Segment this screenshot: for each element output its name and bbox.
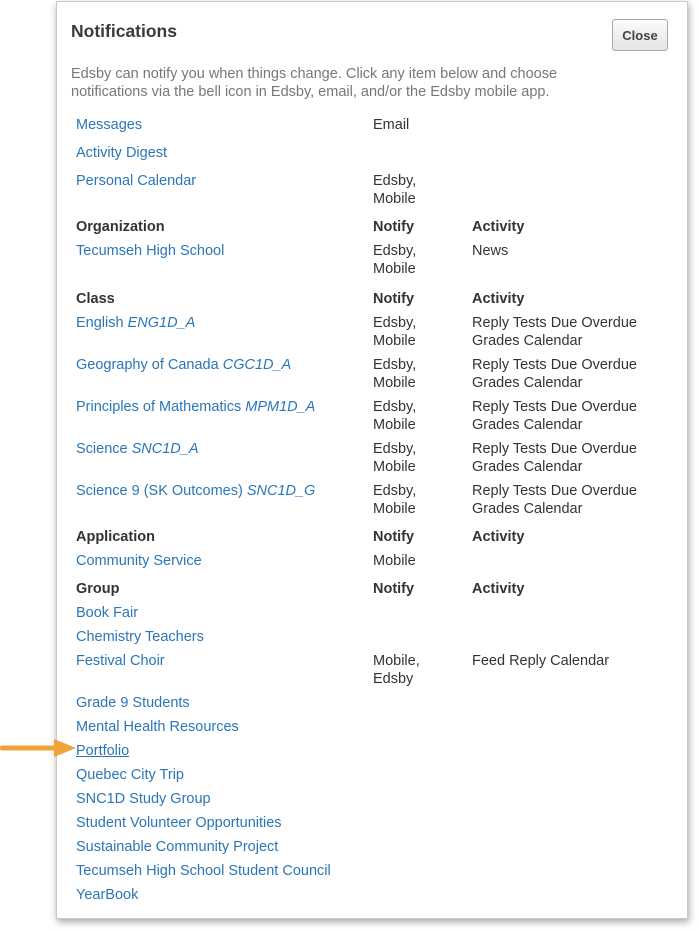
notify-header: Notify <box>373 291 415 307</box>
notify-value: Edsby, Mobile <box>373 315 417 349</box>
activity-header: Activity <box>472 581 525 597</box>
activity-header: Activity <box>472 529 525 545</box>
notification-item-festival-choir[interactable]: Festival Choir <box>76 653 165 669</box>
notification-item-science[interactable] <box>76 440 199 458</box>
activity-value: Reply Tests Due Overdue Grades Calendar <box>472 483 637 517</box>
notify-value: Edsby, Mobile <box>373 243 417 277</box>
notification-item-personal-calendar[interactable]: Personal Calendar <box>76 173 197 189</box>
section-title: Class <box>76 291 115 307</box>
notification-item-book-fair[interactable]: Book Fair <box>76 605 139 621</box>
section-title: Application <box>76 529 155 545</box>
class-code: CGC1D_A <box>222 357 292 373</box>
dialog-title: Notifications <box>71 21 177 41</box>
notification-item-mathematics[interactable] <box>76 398 315 416</box>
notify-header: Notify <box>373 529 415 545</box>
notification-item-sustainable-community-project[interactable]: Sustainable Community Project <box>76 839 279 855</box>
notify-value: Edsby, Mobile <box>373 441 417 475</box>
class-code: SNC1D_G <box>246 483 316 499</box>
notify-value: Edsby, Mobile <box>373 173 417 207</box>
notification-item-english[interactable] <box>76 314 195 332</box>
class-code: ENG1D_A <box>127 315 196 331</box>
activity-header: Activity <box>472 291 525 307</box>
activity-value: Reply Tests Due Overdue Grades Calendar <box>472 441 637 475</box>
notification-item-student-council[interactable]: Tecumseh High School Student Council <box>76 863 331 879</box>
notify-value: Edsby, Mobile <box>373 399 417 433</box>
notification-item-activity-digest[interactable]: Activity Digest <box>76 145 168 161</box>
class-name: Principles of Mathematics <box>76 399 246 415</box>
notification-item-yearbook[interactable]: YearBook <box>76 887 139 903</box>
class-code: MPM1D_A <box>245 399 316 415</box>
close-button[interactable]: Close <box>612 19 668 51</box>
class-name: English <box>76 315 128 331</box>
notification-item-portfolio[interactable]: Portfolio <box>76 743 130 759</box>
notify-value: Mobile <box>373 553 416 569</box>
notifications-dialog <box>56 1 688 919</box>
arrow-right-icon <box>0 737 80 759</box>
notification-item-snc1d-study-group[interactable]: SNC1D Study Group <box>76 791 211 807</box>
section-title: Organization <box>76 219 165 235</box>
activity-header: Activity <box>472 219 525 235</box>
notification-item-community-service[interactable]: Community Service <box>76 553 202 569</box>
notify-value: Edsby, Mobile <box>373 357 417 391</box>
notification-item-science-9[interactable] <box>76 482 315 500</box>
activity-value: Reply Tests Due Overdue Grades Calendar <box>472 315 637 349</box>
notification-item-mental-health-resources[interactable]: Mental Health Resources <box>76 719 239 735</box>
notification-item-grade-9-students[interactable]: Grade 9 Students <box>76 695 190 711</box>
activity-value: Reply Tests Due Overdue Grades Calendar <box>472 357 637 391</box>
notify-value: Email <box>373 117 410 133</box>
intro-text: Edsby can notify you when things change. Click any item below and choose notifications via the bell icon in Edsby, email, and/or the Edsby mobile app. <box>71 66 558 100</box>
class-name: Geography of Canada <box>76 357 223 373</box>
class-code: SNC1D_A <box>131 441 199 457</box>
notification-item-chemistry-teachers[interactable]: Chemistry Teachers <box>76 629 204 645</box>
activity-value: Feed Reply Calendar <box>472 653 610 669</box>
class-name: Science 9 (SK Outcomes) <box>76 483 247 499</box>
notify-header: Notify <box>373 581 415 597</box>
notify-value: Mobile, Edsby <box>373 653 420 687</box>
notification-item-messages[interactable]: Messages <box>76 117 143 133</box>
activity-value: News <box>472 243 509 259</box>
notification-item-quebec-city-trip[interactable]: Quebec City Trip <box>76 767 184 783</box>
notification-item-student-volunteer-opportunities[interactable]: Student Volunteer Opportunities <box>76 815 282 831</box>
notify-header: Notify <box>373 219 415 235</box>
notify-value: Edsby, Mobile <box>373 483 417 517</box>
section-title: Group <box>76 581 120 597</box>
notification-item-geography[interactable] <box>76 356 291 374</box>
class-name: Science <box>76 441 132 457</box>
activity-value: Reply Tests Due Overdue Grades Calendar <box>472 399 637 433</box>
notification-item-tecumseh-high-school[interactable]: Tecumseh High School <box>76 243 225 259</box>
